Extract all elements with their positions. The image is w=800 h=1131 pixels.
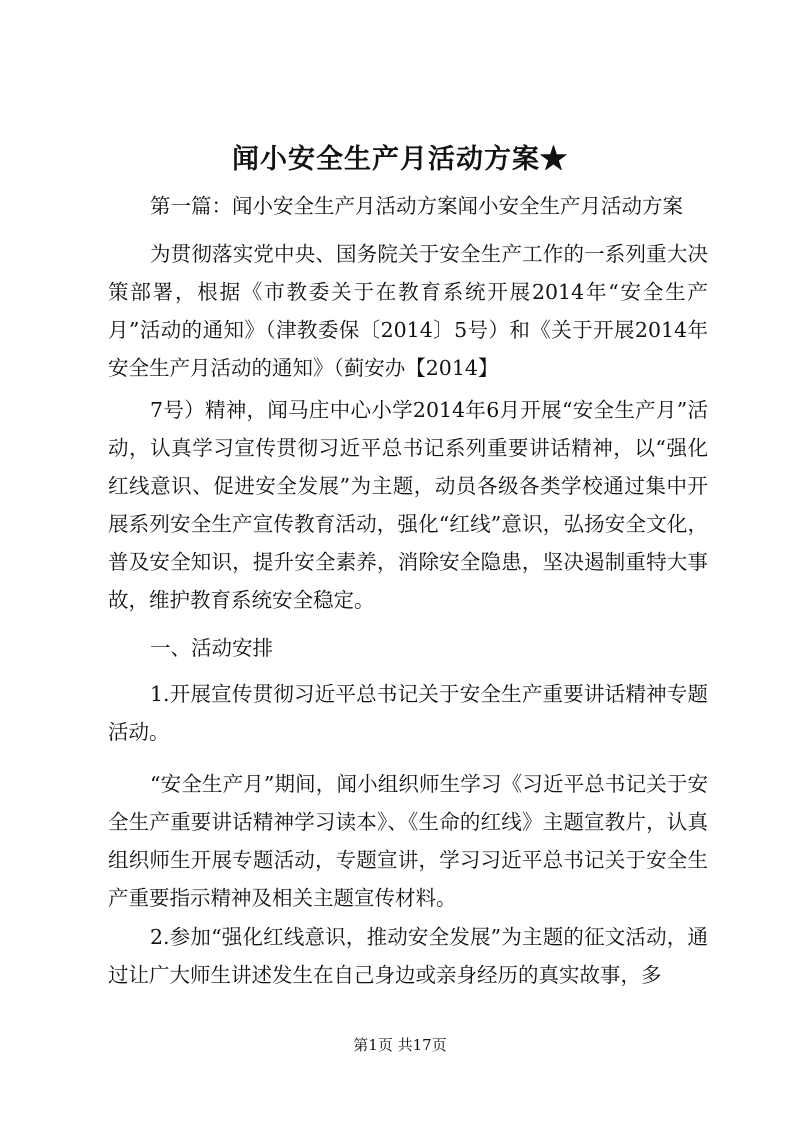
page-footer: 第1页 共17页 [353, 1036, 447, 1054]
paragraph-first-heading: 第一篇：闻小安全生产月活动方案闻小安全生产月活动方案 [150, 194, 683, 218]
paragraph-item-1-detail: “安全生产月”期间，闻小组织师生学习《习近平总书记关于安全生产重要讲话精神学习读本》、《生命的红线》主题宣教片，认真组织师生开展专题活动，专题宣讲，学习习近平总书记关于安全生产重要指示精神及相关主题宣传材料。 [108, 772, 708, 910]
paragraph-purpose: 7号）精神，闻马庄中心小学2014年6月开展“安全生产月”活动，认真学习宣传贯彻习近平总书记系列重要讲话精神，以“强化红线意识、促进安全发展”为主题，动员各级各类学校通过集中开展系列安全生产宣传教育活动，强化“红线”意识，弘扬安全文化，普及安全知识，提升安全素养，消除安全隐患，坚决遏制重特大事故，维护教育系统安全稳定。 [108, 398, 708, 612]
paragraph-item-2: 2.参加“强化红线意识，推动安全发展”为主题的征文活动，通过让广大师生讲述发生在自己身边或亲身经历的真实故事，多 [108, 925, 708, 987]
paragraph-intro: 为贯彻落实党中央、国务院关于安全生产工作的一系列重大决策部署，根据《市教委关于在教育系统开展2014年“安全生产月”活动的通知》（津教委保〔2014〕5号）和《关于开展2014年安全生产月活动的通知》（蓟安办【2014】 [108, 242, 708, 380]
document-title: 闻小安全生产月活动方案★ [232, 144, 568, 175]
paragraph-item-1: 1.开展宣传贯彻习近平总书记关于安全生产重要讲话精神专题活动。 [108, 682, 708, 744]
section-heading-activities: 一、活动安排 [150, 636, 273, 660]
